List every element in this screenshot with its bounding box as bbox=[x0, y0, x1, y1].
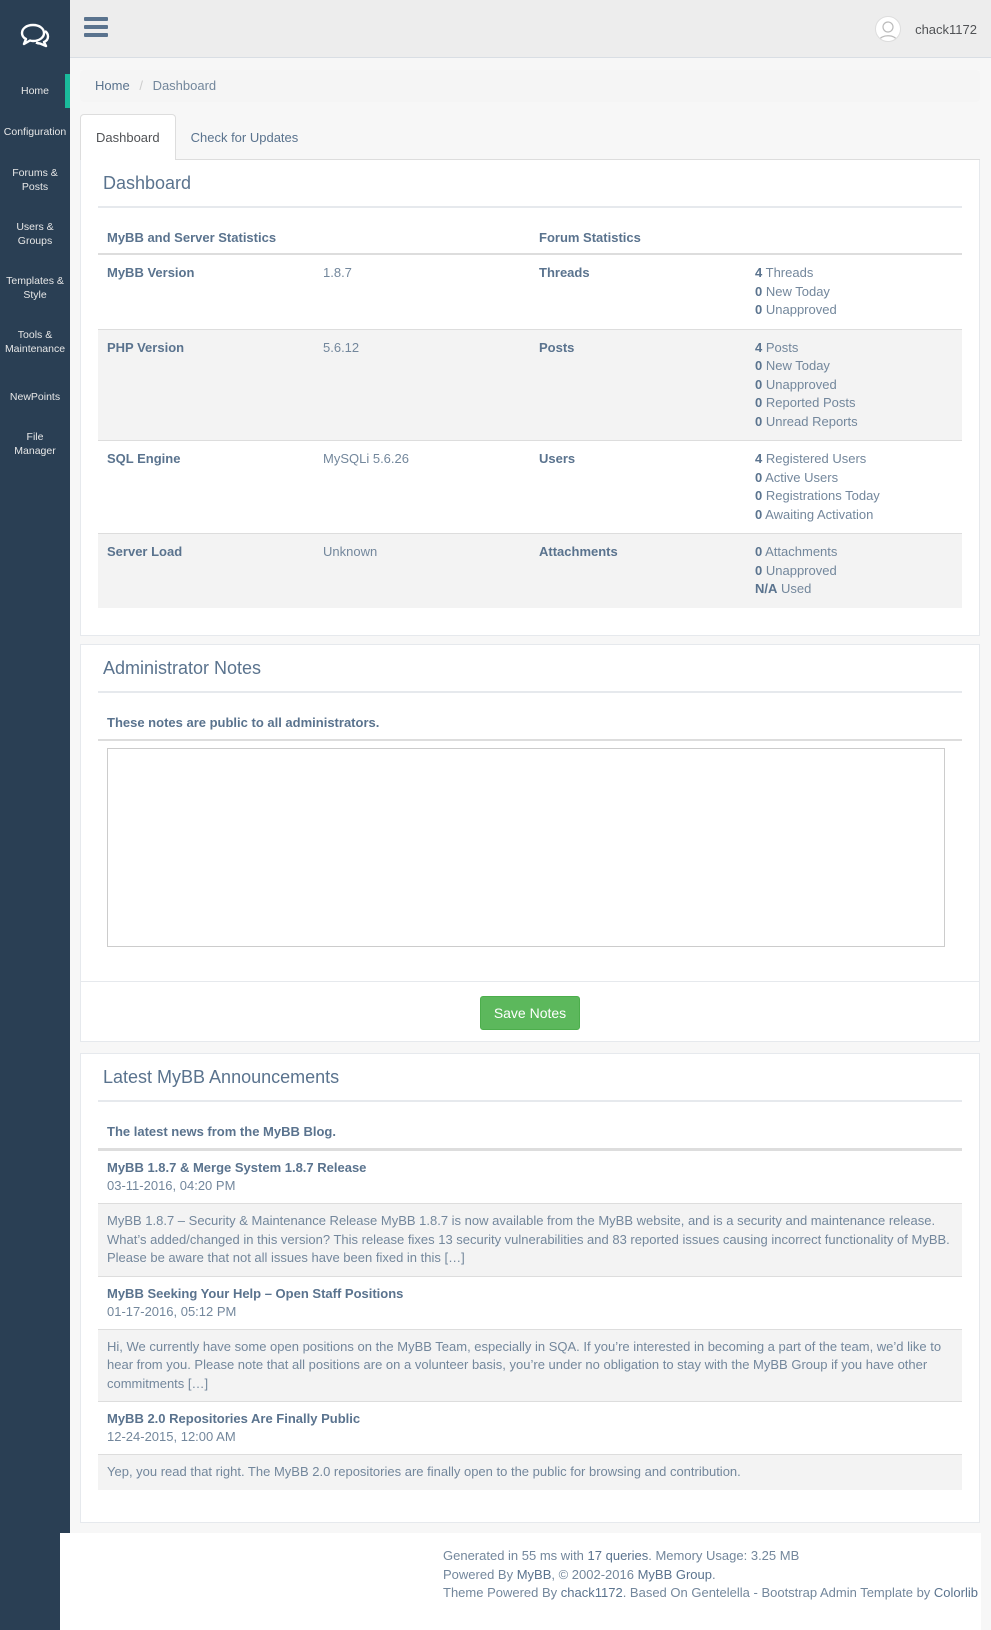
forum-stat-label: Attachments bbox=[530, 534, 746, 608]
page-footer bbox=[60, 1533, 981, 1630]
footer-text bbox=[443, 1547, 978, 1603]
forum-stat-label: Threads bbox=[530, 254, 746, 329]
stat-number: 4 bbox=[755, 265, 763, 280]
stat-number: 0 bbox=[755, 562, 763, 578]
forum-stats-header: Forum Statistics bbox=[530, 222, 962, 254]
stat-text: Registered Users bbox=[765, 451, 867, 466]
stat-number: 4 bbox=[755, 451, 763, 466]
save-notes-button[interactable]: Save Notes bbox=[480, 996, 580, 1030]
announcement-date: 12-24-2015, 12:00 AM bbox=[107, 1429, 236, 1444]
announcement-title-link[interactable]: MyBB 2.0 Repositories Are Finally Public bbox=[107, 1411, 361, 1426]
announcement-header bbox=[98, 1276, 962, 1329]
stat-text: Used bbox=[781, 581, 812, 596]
announcements-subtitle bbox=[98, 1116, 962, 1150]
sidebar-item-label: NewPoints bbox=[9, 391, 61, 403]
mybb-link[interactable]: MyBB bbox=[516, 1566, 552, 1582]
stat-number: 0 bbox=[755, 283, 763, 299]
admin-notes-subtitle: These notes are public to all administrators. bbox=[98, 707, 962, 741]
sidebar-item-label: Configuration bbox=[3, 126, 67, 138]
stat-label: PHP Version bbox=[98, 329, 314, 441]
stat-text: Unread Reports bbox=[765, 413, 858, 429]
subtitle-text: The latest news from the bbox=[107, 1124, 264, 1139]
user-menu[interactable] bbox=[875, 16, 977, 42]
sidebar-item-forums-posts[interactable] bbox=[0, 164, 70, 196]
announcement-date: 01-17-2016, 05:12 PM bbox=[107, 1303, 237, 1319]
stat-value: Unknown bbox=[314, 534, 530, 608]
footer-theme-line bbox=[443, 1584, 978, 1603]
subtitle-text: . bbox=[332, 1124, 337, 1139]
sidebar-item-newpoints[interactable] bbox=[0, 386, 70, 408]
logo[interactable] bbox=[0, 0, 70, 70]
footer-generated-line bbox=[443, 1547, 978, 1566]
tab-bar bbox=[80, 114, 980, 160]
sidebar-item-label: Tools & Maintenance bbox=[4, 329, 66, 355]
stat-value: 5.6.12 bbox=[314, 329, 530, 441]
stat-text: Unapproved bbox=[765, 376, 837, 392]
sidebar-item-label: File Manager bbox=[14, 431, 56, 457]
stat-label: Server Load bbox=[98, 534, 314, 608]
announcement-body: Yep, you read that right. The MyBB 2.0 repositories are finally open to the public for browsing and contribution. bbox=[98, 1454, 962, 1490]
sidebar-item-file-manager[interactable] bbox=[0, 428, 70, 460]
sidebar-item-label: Forums & Posts bbox=[12, 167, 58, 193]
forum-stat-label: Users bbox=[530, 441, 746, 534]
stat-number: 0 bbox=[755, 358, 763, 373]
stat-number: N/A bbox=[755, 581, 778, 596]
announcement-title-link[interactable]: MyBB 1.8.7 & Merge System 1.8.7 Release bbox=[107, 1160, 367, 1175]
sidebar bbox=[0, 0, 70, 1630]
admin-notes-textarea[interactable] bbox=[107, 748, 945, 947]
sidebar-item-users-groups[interactable] bbox=[0, 218, 70, 250]
breadcrumb bbox=[80, 70, 980, 102]
stat-text: Active Users bbox=[765, 469, 839, 485]
username: chack1172 bbox=[915, 21, 977, 37]
avatar bbox=[875, 16, 901, 42]
stat-number: 0 bbox=[755, 469, 763, 485]
sidebar-item-label: Templates & Style bbox=[6, 275, 64, 301]
stat-text: Awaiting Activation bbox=[765, 506, 874, 522]
footer-text-part: Theme Powered By bbox=[443, 1585, 561, 1600]
mybb-blog-link[interactable]: MyBB Blog bbox=[263, 1124, 333, 1139]
admin-notes-footer bbox=[81, 981, 979, 1043]
tab-check-for-updates[interactable]: Check for Updates bbox=[190, 129, 299, 145]
footer-text-part: . Based On Gentelella - Bootstrap Admin Template by bbox=[622, 1585, 934, 1600]
dashboard-panel bbox=[80, 160, 980, 636]
announcements-title: Latest MyBB Announcements bbox=[98, 1054, 962, 1102]
footer-text-part: Generated in 55 ms with bbox=[443, 1548, 588, 1563]
announcement-body: MyBB 1.8.7 – Security & Maintenance Release MyBB 1.8.7 is now available from the MyBB website, and is a security and maintenance release. What’s added/changed in this version? This release fixes 13 security vulnerabilities and 83 reported issues causing incorrect functionality of MyBB. Please be aware that not all issues have been fixed in this […] bbox=[98, 1203, 962, 1276]
breadcrumb-current: Dashboard bbox=[152, 78, 217, 93]
sidebar-item-templates-style[interactable] bbox=[0, 272, 70, 304]
sidebar-item-home[interactable] bbox=[0, 74, 70, 108]
tab-dashboard[interactable]: Dashboard bbox=[80, 114, 176, 161]
menu-toggle-icon[interactable] bbox=[84, 17, 108, 39]
table-row bbox=[98, 534, 962, 608]
announcement-header bbox=[98, 1401, 962, 1454]
queries-link[interactable]: 17 queries bbox=[587, 1548, 649, 1563]
dashboard-title: Dashboard bbox=[98, 160, 962, 208]
forum-stat-values bbox=[746, 329, 962, 441]
stat-value: MySQLi 5.6.26 bbox=[314, 441, 530, 534]
stat-number: 0 bbox=[755, 376, 763, 392]
stat-number: 0 bbox=[755, 413, 763, 429]
server-stats-header: MyBB and Server Statistics bbox=[98, 222, 530, 254]
breadcrumb-separator: / bbox=[139, 78, 143, 93]
stat-text: Reported Posts bbox=[765, 395, 856, 410]
breadcrumb-home-link[interactable]: Home bbox=[95, 78, 130, 93]
sidebar-item-label: Home bbox=[20, 85, 49, 97]
table-row bbox=[98, 254, 962, 329]
admin-notes-title: Administrator Notes bbox=[98, 645, 962, 693]
sidebar-item-tools-maintenance[interactable] bbox=[0, 326, 70, 358]
stat-label: SQL Engine bbox=[98, 441, 314, 534]
announcement-title-link[interactable]: MyBB Seeking Your Help – Open Staff Positions bbox=[107, 1285, 404, 1301]
stat-number: 0 bbox=[755, 302, 763, 317]
footer-text-part: . Memory Usage: 3.25 MB bbox=[648, 1548, 800, 1563]
stat-number: 0 bbox=[755, 488, 763, 503]
forum-stat-values bbox=[746, 254, 962, 329]
footer-text-part: , © 2002-2016 bbox=[551, 1566, 638, 1582]
theme-author-link[interactable]: chack1172 bbox=[560, 1585, 623, 1600]
stat-text: New Today bbox=[765, 283, 830, 299]
mybb-group-link[interactable]: MyBB Group bbox=[637, 1566, 712, 1582]
stat-text: New Today bbox=[765, 358, 830, 373]
forum-stat-values bbox=[746, 441, 962, 534]
sidebar-item-label: Users & Groups bbox=[16, 221, 54, 247]
stat-number: 0 bbox=[755, 395, 763, 410]
footer-text-part: . bbox=[712, 1566, 716, 1582]
stat-text: Unapproved bbox=[765, 562, 837, 578]
footer-text-part: Powered By bbox=[443, 1566, 517, 1582]
comments-icon bbox=[20, 22, 50, 48]
admin-notes-panel bbox=[80, 644, 980, 1042]
stats-table bbox=[98, 222, 962, 608]
forum-stat-values bbox=[746, 534, 962, 608]
footer-powered-line bbox=[443, 1566, 978, 1585]
table-row bbox=[98, 441, 962, 534]
stat-text: Attachments bbox=[765, 544, 838, 559]
colorlib-link[interactable]: Colorlib bbox=[933, 1585, 978, 1600]
forum-stat-label: Posts bbox=[530, 329, 746, 441]
stat-number: 0 bbox=[755, 544, 763, 559]
stat-value: 1.8.7 bbox=[314, 254, 530, 329]
stat-number: 4 bbox=[755, 339, 763, 355]
announcement-date: 03-11-2016, 04:20 PM bbox=[107, 1178, 236, 1193]
announcement-body: Hi, We currently have some open positions on the MyBB Team, especially in SQA. If you’re interested in becoming a part of the team, we’d like to hear from you. Please note that all positions are on a volunteer basis, you’re under no obligation to stay with the MyBB Group if you have other commitments […] bbox=[98, 1329, 962, 1402]
stat-text: Posts bbox=[765, 339, 799, 355]
stat-text: Registrations Today bbox=[765, 488, 880, 503]
sidebar-item-configuration[interactable] bbox=[0, 118, 70, 146]
announcements-panel bbox=[80, 1053, 980, 1523]
announcements-list bbox=[98, 1150, 962, 1490]
user-icon bbox=[877, 19, 899, 41]
top-navbar bbox=[70, 0, 991, 58]
announcement-header bbox=[98, 1150, 962, 1203]
stat-label: MyBB Version bbox=[98, 254, 314, 329]
stat-text: Threads bbox=[765, 265, 814, 280]
stat-number: 0 bbox=[755, 506, 763, 522]
stat-text: Unapproved bbox=[765, 302, 837, 317]
table-row bbox=[98, 329, 962, 441]
